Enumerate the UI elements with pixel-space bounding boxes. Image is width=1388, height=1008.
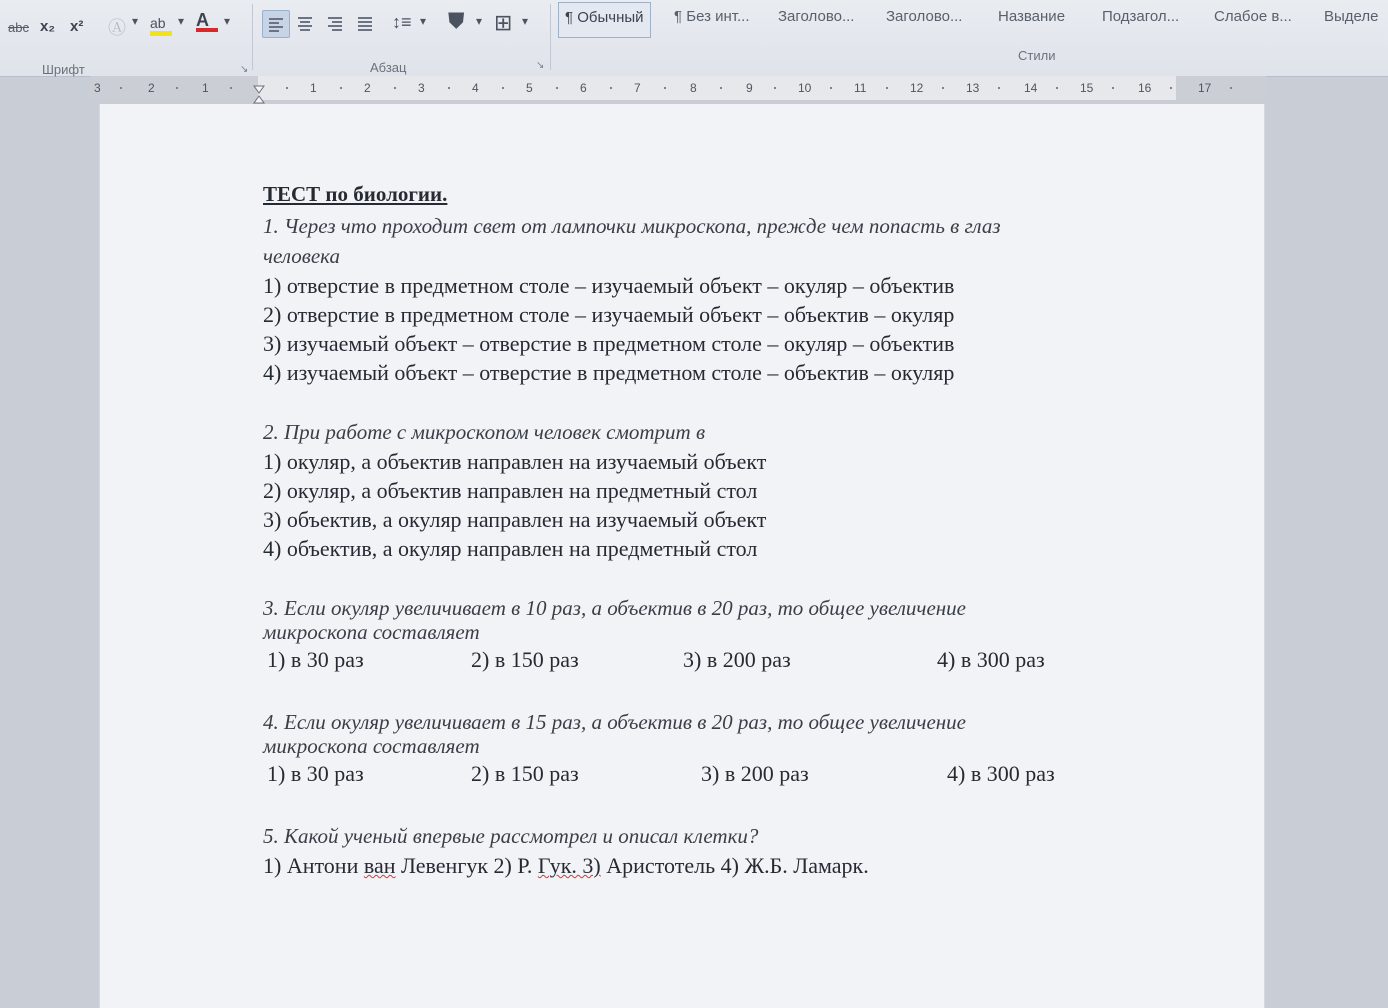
- answer-row: [263, 761, 1183, 791]
- ruler-number: 1: [202, 81, 209, 95]
- answer-row: [263, 647, 1183, 677]
- answer-text: Аристотель 4) Ж.Б. Ламарк.: [600, 853, 869, 878]
- answer-option: 2) в 150 раз: [471, 761, 579, 786]
- answer-option: 4) изучаемый объект – отверстие в предметном столе – объектив – окуляр: [263, 360, 955, 385]
- question-3: [263, 593, 1183, 647]
- style-heading-1[interactable]: Заголово...: [778, 8, 855, 25]
- question-3-line-1: 3. Если окуляр увеличивает в 10 раз, а объектив в 20 раз, то общее увеличение: [263, 596, 967, 620]
- ruler-number: 8: [690, 81, 697, 95]
- ruler-number: 5: [526, 81, 533, 95]
- align-left-icon: [269, 18, 283, 34]
- ruler-tick: [502, 87, 504, 89]
- ruler-tick: [1112, 87, 1114, 89]
- line-spacing-icon[interactable]: ↕≡: [392, 12, 412, 32]
- ruler-tick: [120, 87, 122, 89]
- highlight-icon[interactable]: ab: [150, 12, 172, 36]
- paragraph-group-label: Абзац: [370, 60, 407, 75]
- superscript-button[interactable]: x²: [70, 18, 84, 35]
- ruler-tick: [230, 87, 232, 89]
- style-normal[interactable]: ¶ Обычный: [558, 2, 651, 38]
- answer-option: 4) в 300 раз: [937, 647, 1045, 672]
- ruler-tick: [394, 87, 396, 89]
- answer-option: 2) отверстие в предметном столе – изучаемый объект – объектив – окуляр: [263, 302, 955, 327]
- dialog-launcher-icon[interactable]: ↘: [536, 60, 545, 71]
- align-left-button[interactable]: [262, 10, 290, 38]
- answer-option: 1) окуляр, а объектив направлен на изучаемый объект: [263, 449, 767, 474]
- shading-icon[interactable]: ⛊: [448, 8, 465, 33]
- style-title[interactable]: Название: [998, 8, 1066, 25]
- ruler-number: 2: [364, 81, 371, 95]
- dropdown-arrow-icon[interactable]: ▾: [224, 14, 231, 28]
- ruler-margin-right: [1176, 76, 1266, 100]
- answer-option: 3) в 200 раз: [701, 761, 809, 786]
- ribbon: [0, 0, 1388, 77]
- document-page[interactable]: [100, 104, 1264, 1008]
- justify-icon: [358, 17, 372, 33]
- ruler-tick: [448, 87, 450, 89]
- question-3-line-2: микроскопа составляет: [263, 620, 480, 644]
- question-2: 2. При работе с микроскопом человек смотрит в: [263, 420, 706, 444]
- group-divider: [252, 4, 253, 70]
- text-effects-icon[interactable]: Ⓐ: [108, 18, 126, 38]
- question-5: 5. Какой ученый впервые рассмотрел и описал клетки?: [263, 824, 759, 848]
- answer-option: 2) в 150 раз: [471, 647, 579, 672]
- answer-option: 4) объектив, а окуляр направлен на предметный стол: [263, 536, 758, 561]
- question-1: [263, 211, 1183, 271]
- group-divider: [550, 4, 551, 70]
- ruler-tick: [610, 87, 612, 89]
- answer-option: 3) объектив, а окуляр направлен на изучаемый объект: [263, 507, 767, 532]
- strikethrough-button[interactable]: abc: [8, 20, 29, 35]
- ruler-tick: [1230, 87, 1232, 89]
- styles-group-label: Стили: [1018, 48, 1056, 63]
- ruler-tick: [720, 87, 722, 89]
- justify-button[interactable]: [352, 10, 378, 36]
- dropdown-arrow-icon[interactable]: ▾: [476, 14, 483, 28]
- align-center-button[interactable]: [292, 10, 318, 36]
- style-no-spacing[interactable]: ¶ Без инт...: [674, 8, 750, 25]
- ruler-number: 7: [634, 81, 641, 95]
- ruler-tick: [340, 87, 342, 89]
- align-right-button[interactable]: [322, 10, 348, 36]
- document-body[interactable]: [263, 182, 1183, 880]
- spelling-error[interactable]: ван: [363, 853, 396, 878]
- question-1-line-2: человека: [263, 244, 340, 268]
- style-heading-2[interactable]: Заголово...: [886, 8, 963, 25]
- question-1-line-1: 1. Через что проходит свет от лампочки микроскопа, прежде чем попасть в глаз: [263, 214, 1001, 238]
- dropdown-arrow-icon[interactable]: ▾: [132, 14, 139, 28]
- style-subtitle[interactable]: Подзагол...: [1102, 8, 1180, 25]
- ruler-tick: [774, 87, 776, 89]
- ruler-margin-left: [90, 76, 258, 100]
- ruler-number: 15: [1080, 81, 1094, 95]
- ruler-number: 3: [94, 81, 101, 95]
- ruler-tick: [942, 87, 944, 89]
- style-subtle-emphasis[interactable]: Слабое в...: [1214, 8, 1292, 25]
- ruler-tick: [176, 87, 178, 89]
- horizontal-ruler[interactable]: [90, 76, 1266, 101]
- ruler-number: 13: [966, 81, 980, 95]
- ruler-tick: [1170, 87, 1172, 89]
- ruler-tick: [556, 87, 558, 89]
- font-color-icon[interactable]: [196, 10, 218, 32]
- ruler-tick: [998, 87, 1000, 89]
- answer-option: 1) в 30 раз: [267, 647, 364, 672]
- ruler-number: 10: [798, 81, 812, 95]
- dialog-launcher-icon[interactable]: ↘: [240, 64, 249, 75]
- subscript-button[interactable]: x₂: [40, 18, 56, 35]
- question-4-line-2: микроскопа составляет: [263, 734, 480, 758]
- answer-option: 3) изучаемый объект – отверстие в предметном столе – окуляр – объектив: [263, 331, 955, 356]
- dropdown-arrow-icon[interactable]: ▾: [522, 14, 529, 28]
- question-4: [263, 707, 1183, 761]
- ruler-number: 16: [1138, 81, 1152, 95]
- answer-option: 1) отверстие в предметном столе – изучаемый объект – окуляр – объектив: [263, 273, 955, 298]
- spelling-error[interactable]: Гук. 3): [537, 853, 601, 878]
- ruler-tick: [664, 87, 666, 89]
- answer-line: [263, 851, 1183, 880]
- ruler-number: 1: [310, 81, 317, 95]
- font-group-label: Шрифт: [42, 62, 85, 77]
- style-emphasis[interactable]: Выделе: [1324, 8, 1379, 25]
- question-4-line-1: 4. Если окуляр увеличивает в 15 раз, а объектив в 20 раз, то общее увеличение: [263, 710, 967, 734]
- document-title: ТЕСТ по биологии.: [263, 182, 448, 206]
- paragraph-gap: [263, 791, 1183, 821]
- paragraph-gap: [263, 387, 1183, 417]
- ruler-number: 14: [1024, 81, 1038, 95]
- answer-text: Левенгук 2) Р.: [395, 853, 538, 878]
- ruler-number: 2: [148, 81, 155, 95]
- align-right-icon: [328, 17, 342, 33]
- ruler-number: 17: [1198, 81, 1212, 95]
- answer-option: 2) окуляр, а объектив направлен на предметный стол: [263, 478, 758, 503]
- paragraph-gap: [263, 563, 1183, 593]
- answer-option: 4) в 300 раз: [947, 761, 1055, 786]
- ruler-tick: [830, 87, 832, 89]
- ruler-number: 3: [418, 81, 425, 95]
- dropdown-arrow-icon[interactable]: ▾: [420, 14, 427, 28]
- ruler-number: 11: [854, 81, 867, 95]
- align-center-icon: [298, 17, 312, 33]
- ruler-tick: [1056, 87, 1058, 89]
- ruler-tick: [286, 87, 288, 89]
- paragraph-gap: [263, 677, 1183, 707]
- answer-text: 1) Антони: [263, 853, 364, 878]
- borders-icon[interactable]: ⊞: [494, 10, 513, 35]
- font-color-letter: A: [196, 10, 209, 30]
- answer-option: 1) в 30 раз: [267, 761, 364, 786]
- dropdown-arrow-icon[interactable]: ▾: [178, 14, 185, 28]
- ruler-tick: [886, 87, 888, 89]
- ruler-number: 12: [910, 81, 924, 95]
- ruler-number: 6: [580, 81, 587, 95]
- ruler-number: 9: [746, 81, 753, 95]
- ruler-number: 4: [472, 81, 479, 95]
- answer-option: 3) в 200 раз: [683, 647, 791, 672]
